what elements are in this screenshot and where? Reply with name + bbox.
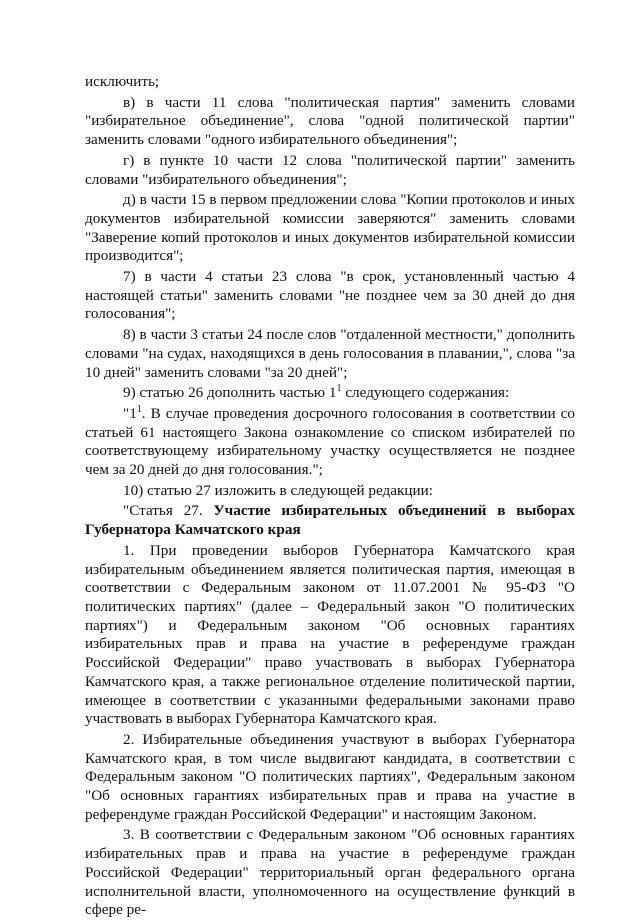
superscript: 1 — [336, 383, 342, 395]
document-page — [85, 73, 575, 922]
superscript: 1 — [136, 403, 142, 415]
paragraph-item-9 — [85, 384, 575, 403]
article-27-part-3: 3. В соответствии с Федеральным законом "Об основных гарантиях избирательных прав и права на участие в референдуме граждан Российской Федерации" территориальный орган федерального органа исполнительной власти, уполномоченного на осуществление функций в сфере ре- — [85, 826, 575, 919]
paragraph-item-v: в) в части 11 слова "политическая партия" заменить словами "избирательное объединение", слова "одной политической партии" заменить словами "одного избирательного объединения"; — [85, 93, 575, 149]
article-27-heading — [85, 502, 575, 539]
article-27-part-1: 1. При проведении выборов Губернатора Камчатского края избирательным объединением является политическая партия, имеющая в соответствии с Федеральным законом от 11.07.2001 № 95-ФЗ "О политических партиях" (далее – Федеральный закон "О политических партиях") и Федеральным законом "Об основных гарантиях избирательных прав и права на участие в референдуме граждан Российской Федерации" право участвовать в выборах Губернатора Камчатского края, а также региональное отделение политической партии, имеющее в соответствии с указанными федеральными законами право участвовать в выборах Губернатора Камчатского края. — [85, 541, 575, 728]
article-27-part-2: 2. Избирательные объединения участвуют в выборах Губернатора Камчатского края, в том числе выдвигают кандидата, в соответствии с Федеральным законом "О политических партиях", Федеральным законом "Об основных гарантиях избирательных прав и права на участие в референдуме граждан Российской Федерации" и настоящим Законом. — [85, 730, 575, 823]
article-27-label: "Статья 27. — [123, 502, 214, 520]
item-9-text: 9) статью 26 дополнить частью 1 — [123, 384, 337, 402]
paragraph-part-1-1 — [85, 405, 575, 480]
part-1-1-number: "1 — [123, 404, 137, 422]
paragraph-item-8: 8) в части 3 статьи 24 после слов "отдаленной местности," дополнить словами "на судах, находящихся в день голосования в плавании,", слова "за 10 дней" заменить словами "за 20 дней"; — [85, 326, 575, 381]
paragraph-item-7: 7) в части 4 статьи 23 слова "в срок, установленный частью 4 настоящей статьи" заменить словами "не позднее чем за 30 дней до дня голосования"; — [85, 268, 575, 323]
article-27-title: Участие избирательных объединений в выборах Губернатора Камчатского края — [85, 502, 575, 539]
part-1-1-text: . В случае проведения досрочного голосования в соответствии со статьей 61 настоящего Закона ознакомление со списком избирателей по соответствующему избирательному участку осуществляется не позднее чем за 20 дней до дня голосования."; — [85, 404, 575, 479]
paragraph-item-10: 10) статью 27 изложить в следующей редакции: — [123, 481, 433, 499]
paragraph-continuation: исключить; — [85, 73, 160, 90]
paragraph-item-d: д) в части 15 в первом предложении слова "Копии протоколов и иных документов избирательной комиссии заверяются" заменить словами "Заверение копий протоколов и иных документов избирательной комиссии производится"; — [85, 191, 575, 265]
item-9-tail: следующего содержания: — [341, 384, 510, 402]
paragraph-item-g: г) в пункте 10 части 12 слова "политической партии" заменить словами "избирательного объединения"; — [85, 151, 575, 188]
